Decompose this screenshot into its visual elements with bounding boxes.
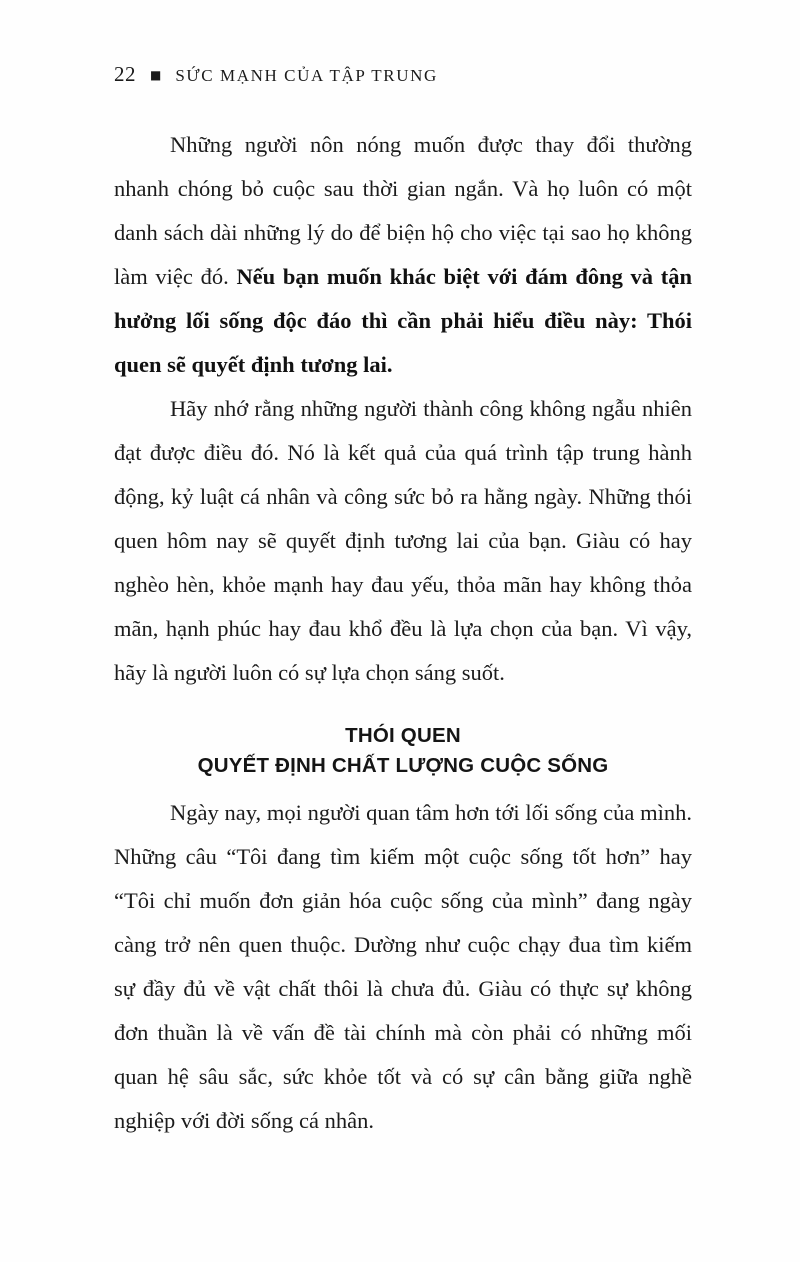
paragraph-2: Hãy nhớ rằng những người thành công không ngẫu nhiên đạt được điều đó. Nó là kết quả của quá trình tập trung hành động, kỷ luật cá nhân và công sức bỏ ra hằng ngày. Những thói quen hôm nay sẽ quyết định tương lai của bạn. Giàu có hay nghèo hèn, khỏe mạnh hay đau yếu, thỏa mãn hay không thỏa mãn, hạnh phúc hay đau khổ đều là lựa chọn của bạn. Vì vậy, hãy là người luôn có sự lựa chọn sáng suốt. xyxy=(114,396,692,685)
running-title: SỨC MẠNH CỦA TẬP TRUNG xyxy=(175,66,438,85)
paragraph-1-normal-text: Những người nôn nóng muốn được thay đổi thường nhanh chóng bỏ cuộc sau thời gian ngắn. Và họ luôn có một danh sách dài những lý do để biện hộ cho việc tại sao họ không làm việc đó. xyxy=(114,132,692,289)
square-bullet-icon: ■ xyxy=(150,68,162,82)
paragraph-1-bold-text: Nếu bạn muốn khác biệt với đám đông và tận hưởng lối sống độc đáo thì cần phải hiểu điều này: Thói quen sẽ quyết định tương lai. xyxy=(114,264,692,377)
paragraph-3: Ngày nay, mọi người quan tâm hơn tới lối sống của mình. Những câu “Tôi đang tìm kiếm một cuộc sống tốt hơn” hay “Tôi chỉ muốn đơn giản hóa cuộc sống của mình” đang ngày càng trở nên quen thuộc. Dường như cuộc chạy đua tìm kiếm sự đầy đủ về vật chất thôi là chưa đủ. Giàu có thực sự không đơn thuần là về vấn đề tài chính mà còn phải có những mối quan hệ sâu sắc, sức khỏe tốt và có sự cân bằng giữa nghề nghiệp với đời sống cá nhân. xyxy=(114,800,692,1133)
paragraph-1 xyxy=(114,123,692,387)
section-heading-line-2: QUYẾT ĐỊNH CHẤT LƯỢNG CUỘC SỐNG xyxy=(197,754,609,777)
page-number: 22 xyxy=(114,62,136,86)
page-header xyxy=(114,62,692,87)
page-body xyxy=(114,123,692,1143)
section-heading-line-1: THÓI QUEN xyxy=(345,724,461,747)
section-heading xyxy=(114,721,692,781)
